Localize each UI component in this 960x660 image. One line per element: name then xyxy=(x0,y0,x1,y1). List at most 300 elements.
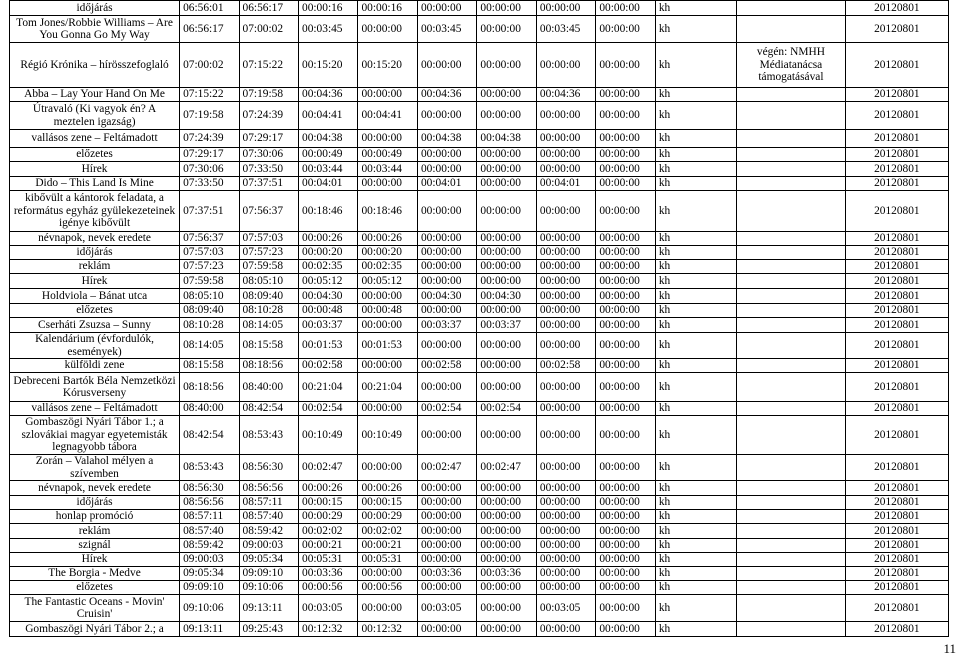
start-time-cell: 08:57:11 xyxy=(180,510,239,524)
category-time-cell: 00:00:00 xyxy=(596,333,655,359)
category-time-cell: 00:00:21 xyxy=(358,539,417,553)
end-time-cell: 08:40:00 xyxy=(239,373,298,402)
end-time-cell: 08:42:54 xyxy=(239,402,298,416)
end-time-cell: 09:00:03 xyxy=(239,539,298,553)
duration-cell: 00:00:21 xyxy=(299,539,358,553)
table-row xyxy=(10,130,949,148)
category-time-cell: 00:00:00 xyxy=(477,1,536,16)
category-time-cell: 00:00:00 xyxy=(477,524,536,539)
table-row xyxy=(10,304,949,318)
type-code-cell: kh xyxy=(655,43,736,88)
duration-cell: 00:18:46 xyxy=(299,191,358,232)
category-time-cell: 00:00:00 xyxy=(536,162,595,177)
program-title-cell: Debreceni Bartók Béla Nemzetközi Kórusverseny xyxy=(10,373,180,402)
category-time-cell: 00:00:49 xyxy=(358,148,417,162)
category-time-cell: 00:00:00 xyxy=(417,260,476,274)
duration-cell: 00:00:16 xyxy=(299,1,358,16)
category-time-cell: 00:00:26 xyxy=(358,481,417,496)
category-time-cell: 00:00:48 xyxy=(358,304,417,318)
start-time-cell: 08:05:10 xyxy=(180,289,239,304)
duration-cell: 00:12:32 xyxy=(299,622,358,637)
table-row xyxy=(10,333,949,359)
category-time-cell: 00:05:12 xyxy=(358,274,417,289)
category-time-cell: 00:00:00 xyxy=(596,416,655,455)
duration-cell: 00:02:54 xyxy=(299,402,358,416)
note-cell xyxy=(737,373,846,402)
duration-cell: 00:00:48 xyxy=(299,304,358,318)
type-code-cell: kh xyxy=(655,274,736,289)
start-time-cell: 07:37:51 xyxy=(180,191,239,232)
category-time-cell: 00:00:00 xyxy=(596,318,655,333)
category-time-cell: 00:00:00 xyxy=(596,524,655,539)
date-cell: 20120801 xyxy=(845,510,948,524)
category-time-cell: 00:00:00 xyxy=(536,510,595,524)
category-time-cell: 00:00:00 xyxy=(596,177,655,191)
category-time-cell: 00:00:00 xyxy=(596,130,655,148)
category-time-cell: 00:00:00 xyxy=(536,402,595,416)
end-time-cell: 07:29:17 xyxy=(239,130,298,148)
category-time-cell: 00:00:00 xyxy=(417,496,476,510)
type-code-cell: kh xyxy=(655,1,736,16)
category-time-cell: 00:21:04 xyxy=(358,373,417,402)
category-time-cell: 00:00:00 xyxy=(477,148,536,162)
duration-cell: 00:02:58 xyxy=(299,359,358,373)
note-cell xyxy=(737,359,846,373)
category-time-cell: 00:00:00 xyxy=(477,177,536,191)
program-title-cell: Útravaló (Ki vagyok én? A meztelen igazság) xyxy=(10,102,180,130)
category-time-cell: 00:00:00 xyxy=(596,1,655,16)
category-time-cell: 00:00:00 xyxy=(596,373,655,402)
category-time-cell: 00:00:00 xyxy=(417,191,476,232)
start-time-cell: 07:30:06 xyxy=(180,162,239,177)
type-code-cell: kh xyxy=(655,191,736,232)
type-code-cell: kh xyxy=(655,553,736,567)
type-code-cell: kh xyxy=(655,496,736,510)
category-time-cell: 00:00:00 xyxy=(596,16,655,43)
category-time-cell: 00:00:00 xyxy=(596,246,655,260)
category-time-cell: 00:00:00 xyxy=(417,622,476,637)
category-time-cell: 00:00:00 xyxy=(477,553,536,567)
category-time-cell: 00:04:01 xyxy=(417,177,476,191)
table-row xyxy=(10,539,949,553)
category-time-cell: 00:00:00 xyxy=(417,581,476,595)
type-code-cell: kh xyxy=(655,246,736,260)
category-time-cell: 00:00:00 xyxy=(417,304,476,318)
category-time-cell: 00:00:00 xyxy=(477,274,536,289)
category-time-cell: 00:00:00 xyxy=(536,622,595,637)
end-time-cell: 08:18:56 xyxy=(239,359,298,373)
end-time-cell: 08:59:42 xyxy=(239,524,298,539)
end-time-cell: 07:19:58 xyxy=(239,88,298,102)
category-time-cell: 00:00:00 xyxy=(477,510,536,524)
program-title-cell: előzetes xyxy=(10,581,180,595)
category-time-cell: 00:15:20 xyxy=(358,43,417,88)
category-time-cell: 00:00:00 xyxy=(417,481,476,496)
note-cell xyxy=(737,246,846,260)
date-cell: 20120801 xyxy=(845,416,948,455)
category-time-cell: 00:00:00 xyxy=(358,318,417,333)
category-time-cell: 00:03:45 xyxy=(536,16,595,43)
start-time-cell: 09:05:34 xyxy=(180,567,239,581)
category-time-cell: 00:03:36 xyxy=(477,567,536,581)
duration-cell: 00:05:12 xyxy=(299,274,358,289)
table-row xyxy=(10,260,949,274)
duration-cell: 00:05:31 xyxy=(299,553,358,567)
category-time-cell: 00:04:30 xyxy=(417,289,476,304)
date-cell: 20120801 xyxy=(845,162,948,177)
category-time-cell: 00:00:00 xyxy=(358,595,417,622)
note-cell xyxy=(737,333,846,359)
category-time-cell: 00:12:32 xyxy=(358,622,417,637)
category-time-cell: 00:00:00 xyxy=(596,162,655,177)
category-time-cell: 00:00:00 xyxy=(477,595,536,622)
category-time-cell: 00:02:35 xyxy=(358,260,417,274)
category-time-cell: 00:00:00 xyxy=(477,359,536,373)
note-cell: végén: NMHH Médiatanácsa támogatásával xyxy=(737,43,846,88)
start-time-cell: 08:53:43 xyxy=(180,455,239,481)
type-code-cell: kh xyxy=(655,524,736,539)
duration-cell: 00:21:04 xyxy=(299,373,358,402)
category-time-cell: 00:00:00 xyxy=(477,102,536,130)
start-time-cell: 08:14:05 xyxy=(180,333,239,359)
type-code-cell: kh xyxy=(655,510,736,524)
note-cell xyxy=(737,539,846,553)
table-row xyxy=(10,162,949,177)
date-cell: 20120801 xyxy=(845,1,948,16)
table-row xyxy=(10,510,949,524)
date-cell: 20120801 xyxy=(845,304,948,318)
category-time-cell: 00:00:00 xyxy=(536,274,595,289)
note-cell xyxy=(737,402,846,416)
category-time-cell: 00:01:53 xyxy=(358,333,417,359)
category-time-cell: 00:04:01 xyxy=(536,177,595,191)
table-row xyxy=(10,232,949,246)
date-cell: 20120801 xyxy=(845,43,948,88)
note-cell xyxy=(737,191,846,232)
category-time-cell: 00:00:00 xyxy=(417,162,476,177)
table-row xyxy=(10,496,949,510)
category-time-cell: 00:00:00 xyxy=(596,581,655,595)
category-time-cell: 00:04:36 xyxy=(417,88,476,102)
type-code-cell: kh xyxy=(655,16,736,43)
category-time-cell: 00:00:00 xyxy=(536,102,595,130)
category-time-cell: 00:00:00 xyxy=(536,318,595,333)
date-cell: 20120801 xyxy=(845,567,948,581)
type-code-cell: kh xyxy=(655,232,736,246)
program-title-cell: Zorán – Valahol mélyen a szívemben xyxy=(10,455,180,481)
end-time-cell: 07:57:03 xyxy=(239,232,298,246)
type-code-cell: kh xyxy=(655,359,736,373)
note-cell xyxy=(737,567,846,581)
duration-cell: 00:00:29 xyxy=(299,510,358,524)
table-row xyxy=(10,455,949,481)
category-time-cell: 00:00:00 xyxy=(417,246,476,260)
end-time-cell: 09:13:11 xyxy=(239,595,298,622)
table-row xyxy=(10,359,949,373)
category-time-cell: 00:00:00 xyxy=(477,581,536,595)
category-time-cell: 00:00:00 xyxy=(596,455,655,481)
program-title-cell: Cserháti Zsuzsa – Sunny xyxy=(10,318,180,333)
end-time-cell: 06:56:17 xyxy=(239,1,298,16)
duration-cell: 00:10:49 xyxy=(299,416,358,455)
category-time-cell: 00:04:36 xyxy=(536,88,595,102)
program-title-cell: időjárás xyxy=(10,246,180,260)
category-time-cell: 00:00:00 xyxy=(596,43,655,88)
category-time-cell: 00:00:00 xyxy=(358,402,417,416)
note-cell xyxy=(737,481,846,496)
type-code-cell: kh xyxy=(655,88,736,102)
category-time-cell: 00:00:00 xyxy=(536,581,595,595)
end-time-cell: 08:05:10 xyxy=(239,274,298,289)
category-time-cell: 00:00:00 xyxy=(417,553,476,567)
log-table-body xyxy=(10,1,949,637)
type-code-cell: kh xyxy=(655,162,736,177)
category-time-cell: 00:00:00 xyxy=(536,191,595,232)
type-code-cell: kh xyxy=(655,177,736,191)
category-time-cell: 00:02:58 xyxy=(536,359,595,373)
category-time-cell: 00:00:16 xyxy=(358,1,417,16)
program-title-cell: szignál xyxy=(10,539,180,553)
category-time-cell: 00:00:29 xyxy=(358,510,417,524)
type-code-cell: kh xyxy=(655,102,736,130)
date-cell: 20120801 xyxy=(845,581,948,595)
date-cell: 20120801 xyxy=(845,622,948,637)
note-cell xyxy=(737,1,846,16)
category-time-cell: 00:00:00 xyxy=(417,373,476,402)
program-title-cell: Gombaszögi Nyári Tábor 2.; a xyxy=(10,622,180,637)
category-time-cell: 00:00:00 xyxy=(477,539,536,553)
end-time-cell: 08:15:58 xyxy=(239,333,298,359)
start-time-cell: 08:56:56 xyxy=(180,496,239,510)
category-time-cell: 00:00:00 xyxy=(358,567,417,581)
start-time-cell: 08:42:54 xyxy=(180,416,239,455)
program-title-cell: külföldi zene xyxy=(10,359,180,373)
duration-cell: 00:00:49 xyxy=(299,148,358,162)
program-title-cell: időjárás xyxy=(10,496,180,510)
date-cell: 20120801 xyxy=(845,496,948,510)
end-time-cell: 07:57:23 xyxy=(239,246,298,260)
date-cell: 20120801 xyxy=(845,402,948,416)
category-time-cell: 00:00:56 xyxy=(358,581,417,595)
date-cell: 20120801 xyxy=(845,246,948,260)
date-cell: 20120801 xyxy=(845,524,948,539)
date-cell: 20120801 xyxy=(845,130,948,148)
category-time-cell: 00:00:00 xyxy=(596,191,655,232)
table-row xyxy=(10,289,949,304)
category-time-cell: 00:00:00 xyxy=(596,481,655,496)
duration-cell: 00:04:36 xyxy=(299,88,358,102)
date-cell: 20120801 xyxy=(845,148,948,162)
start-time-cell: 08:59:42 xyxy=(180,539,239,553)
duration-cell: 00:02:02 xyxy=(299,524,358,539)
note-cell xyxy=(737,595,846,622)
duration-cell: 00:04:41 xyxy=(299,102,358,130)
date-cell: 20120801 xyxy=(845,260,948,274)
type-code-cell: kh xyxy=(655,148,736,162)
category-time-cell: 00:00:00 xyxy=(417,524,476,539)
start-time-cell: 07:57:03 xyxy=(180,246,239,260)
category-time-cell: 00:00:00 xyxy=(536,416,595,455)
note-cell xyxy=(737,260,846,274)
date-cell: 20120801 xyxy=(845,481,948,496)
note-cell xyxy=(737,581,846,595)
category-time-cell: 00:00:00 xyxy=(596,567,655,581)
duration-cell: 00:15:20 xyxy=(299,43,358,88)
end-time-cell: 09:05:34 xyxy=(239,553,298,567)
date-cell: 20120801 xyxy=(845,373,948,402)
type-code-cell: kh xyxy=(655,622,736,637)
note-cell xyxy=(737,416,846,455)
type-code-cell: kh xyxy=(655,289,736,304)
table-row xyxy=(10,246,949,260)
category-time-cell: 00:02:58 xyxy=(417,359,476,373)
end-time-cell: 08:10:28 xyxy=(239,304,298,318)
category-time-cell: 00:00:00 xyxy=(536,567,595,581)
category-time-cell: 00:00:15 xyxy=(358,496,417,510)
type-code-cell: kh xyxy=(655,260,736,274)
category-time-cell: 00:00:00 xyxy=(477,16,536,43)
duration-cell: 00:00:26 xyxy=(299,481,358,496)
category-time-cell: 00:00:00 xyxy=(477,481,536,496)
duration-cell: 00:00:26 xyxy=(299,232,358,246)
end-time-cell: 09:10:06 xyxy=(239,581,298,595)
category-time-cell: 00:04:38 xyxy=(477,130,536,148)
duration-cell: 00:03:05 xyxy=(299,595,358,622)
program-title-cell: Kalendárium (évfordulók, események) xyxy=(10,333,180,359)
category-time-cell: 00:00:00 xyxy=(358,16,417,43)
program-title-cell: reklám xyxy=(10,524,180,539)
program-title-cell: Gombaszögi Nyári Tábor 1.; a szlovákiai magyar egyetemisták legnagyobb tábora xyxy=(10,416,180,455)
start-time-cell: 07:24:39 xyxy=(180,130,239,148)
date-cell: 20120801 xyxy=(845,102,948,130)
category-time-cell: 00:00:00 xyxy=(596,496,655,510)
category-time-cell: 00:00:00 xyxy=(358,130,417,148)
duration-cell: 00:00:20 xyxy=(299,246,358,260)
category-time-cell: 00:00:00 xyxy=(477,496,536,510)
type-code-cell: kh xyxy=(655,567,736,581)
category-time-cell: 00:00:00 xyxy=(417,274,476,289)
note-cell xyxy=(737,289,846,304)
type-code-cell: kh xyxy=(655,595,736,622)
category-time-cell: 00:00:00 xyxy=(358,177,417,191)
table-row xyxy=(10,553,949,567)
category-time-cell: 00:02:47 xyxy=(477,455,536,481)
category-time-cell: 00:00:00 xyxy=(536,1,595,16)
note-cell xyxy=(737,162,846,177)
category-time-cell: 00:05:31 xyxy=(358,553,417,567)
note-cell xyxy=(737,232,846,246)
end-time-cell: 08:57:40 xyxy=(239,510,298,524)
program-title-cell: előzetes xyxy=(10,148,180,162)
category-time-cell: 00:00:00 xyxy=(477,88,536,102)
note-cell xyxy=(737,553,846,567)
category-time-cell: 00:00:00 xyxy=(536,524,595,539)
start-time-cell: 08:40:00 xyxy=(180,402,239,416)
table-row xyxy=(10,274,949,289)
start-time-cell: 09:00:03 xyxy=(180,553,239,567)
category-time-cell: 00:02:54 xyxy=(417,402,476,416)
end-time-cell: 07:56:37 xyxy=(239,191,298,232)
start-time-cell: 09:13:11 xyxy=(180,622,239,637)
type-code-cell: kh xyxy=(655,581,736,595)
date-cell: 20120801 xyxy=(845,88,948,102)
table-row xyxy=(10,318,949,333)
date-cell: 20120801 xyxy=(845,455,948,481)
end-time-cell: 09:09:10 xyxy=(239,567,298,581)
program-title-cell: névnapok, nevek eredete xyxy=(10,481,180,496)
type-code-cell: kh xyxy=(655,539,736,553)
category-time-cell: 00:02:47 xyxy=(417,455,476,481)
program-title-cell: The Fantastic Oceans - Movin' Cruisin' xyxy=(10,595,180,622)
table-row xyxy=(10,88,949,102)
duration-cell: 00:03:44 xyxy=(299,162,358,177)
category-time-cell: 00:10:49 xyxy=(358,416,417,455)
duration-cell: 00:03:37 xyxy=(299,318,358,333)
category-time-cell: 00:00:00 xyxy=(596,622,655,637)
category-time-cell: 00:00:00 xyxy=(536,148,595,162)
date-cell: 20120801 xyxy=(845,289,948,304)
program-title-cell: előzetes xyxy=(10,304,180,318)
category-time-cell: 00:00:00 xyxy=(417,232,476,246)
category-time-cell: 00:00:00 xyxy=(477,416,536,455)
start-time-cell: 07:57:23 xyxy=(180,260,239,274)
start-time-cell: 09:09:10 xyxy=(180,581,239,595)
category-time-cell: 00:00:00 xyxy=(417,1,476,16)
date-cell: 20120801 xyxy=(845,318,948,333)
category-time-cell: 00:00:00 xyxy=(536,553,595,567)
start-time-cell: 07:59:58 xyxy=(180,274,239,289)
category-time-cell: 00:00:00 xyxy=(536,43,595,88)
category-time-cell: 00:00:00 xyxy=(596,88,655,102)
duration-cell: 00:01:53 xyxy=(299,333,358,359)
note-cell xyxy=(737,274,846,289)
category-time-cell: 00:00:00 xyxy=(596,510,655,524)
category-time-cell: 00:00:00 xyxy=(596,553,655,567)
category-time-cell: 00:03:45 xyxy=(417,16,476,43)
category-time-cell: 00:00:00 xyxy=(536,539,595,553)
program-title-cell: Holdviola – Bánat utca xyxy=(10,289,180,304)
category-time-cell: 00:00:26 xyxy=(358,232,417,246)
category-time-cell: 00:00:00 xyxy=(417,148,476,162)
category-time-cell: 00:00:00 xyxy=(596,304,655,318)
type-code-cell: kh xyxy=(655,318,736,333)
date-cell: 20120801 xyxy=(845,177,948,191)
duration-cell: 00:04:01 xyxy=(299,177,358,191)
category-time-cell: 00:03:05 xyxy=(536,595,595,622)
broadcast-log-table xyxy=(9,0,949,637)
type-code-cell: kh xyxy=(655,481,736,496)
category-time-cell: 00:00:00 xyxy=(477,191,536,232)
start-time-cell: 09:10:06 xyxy=(180,595,239,622)
category-time-cell: 00:00:00 xyxy=(358,359,417,373)
end-time-cell: 07:59:58 xyxy=(239,260,298,274)
date-cell: 20120801 xyxy=(845,191,948,232)
program-title-cell: Hírek xyxy=(10,553,180,567)
category-time-cell: 00:00:20 xyxy=(358,246,417,260)
category-time-cell: 00:03:36 xyxy=(417,567,476,581)
category-time-cell: 00:02:02 xyxy=(358,524,417,539)
start-time-cell: 08:10:28 xyxy=(180,318,239,333)
date-cell: 20120801 xyxy=(845,595,948,622)
duration-cell: 00:00:56 xyxy=(299,581,358,595)
program-title-cell: névnapok, nevek eredete xyxy=(10,232,180,246)
category-time-cell: 00:00:00 xyxy=(417,102,476,130)
table-row xyxy=(10,43,949,88)
date-cell: 20120801 xyxy=(845,274,948,289)
category-time-cell: 00:02:54 xyxy=(477,402,536,416)
note-cell xyxy=(737,88,846,102)
table-row xyxy=(10,102,949,130)
